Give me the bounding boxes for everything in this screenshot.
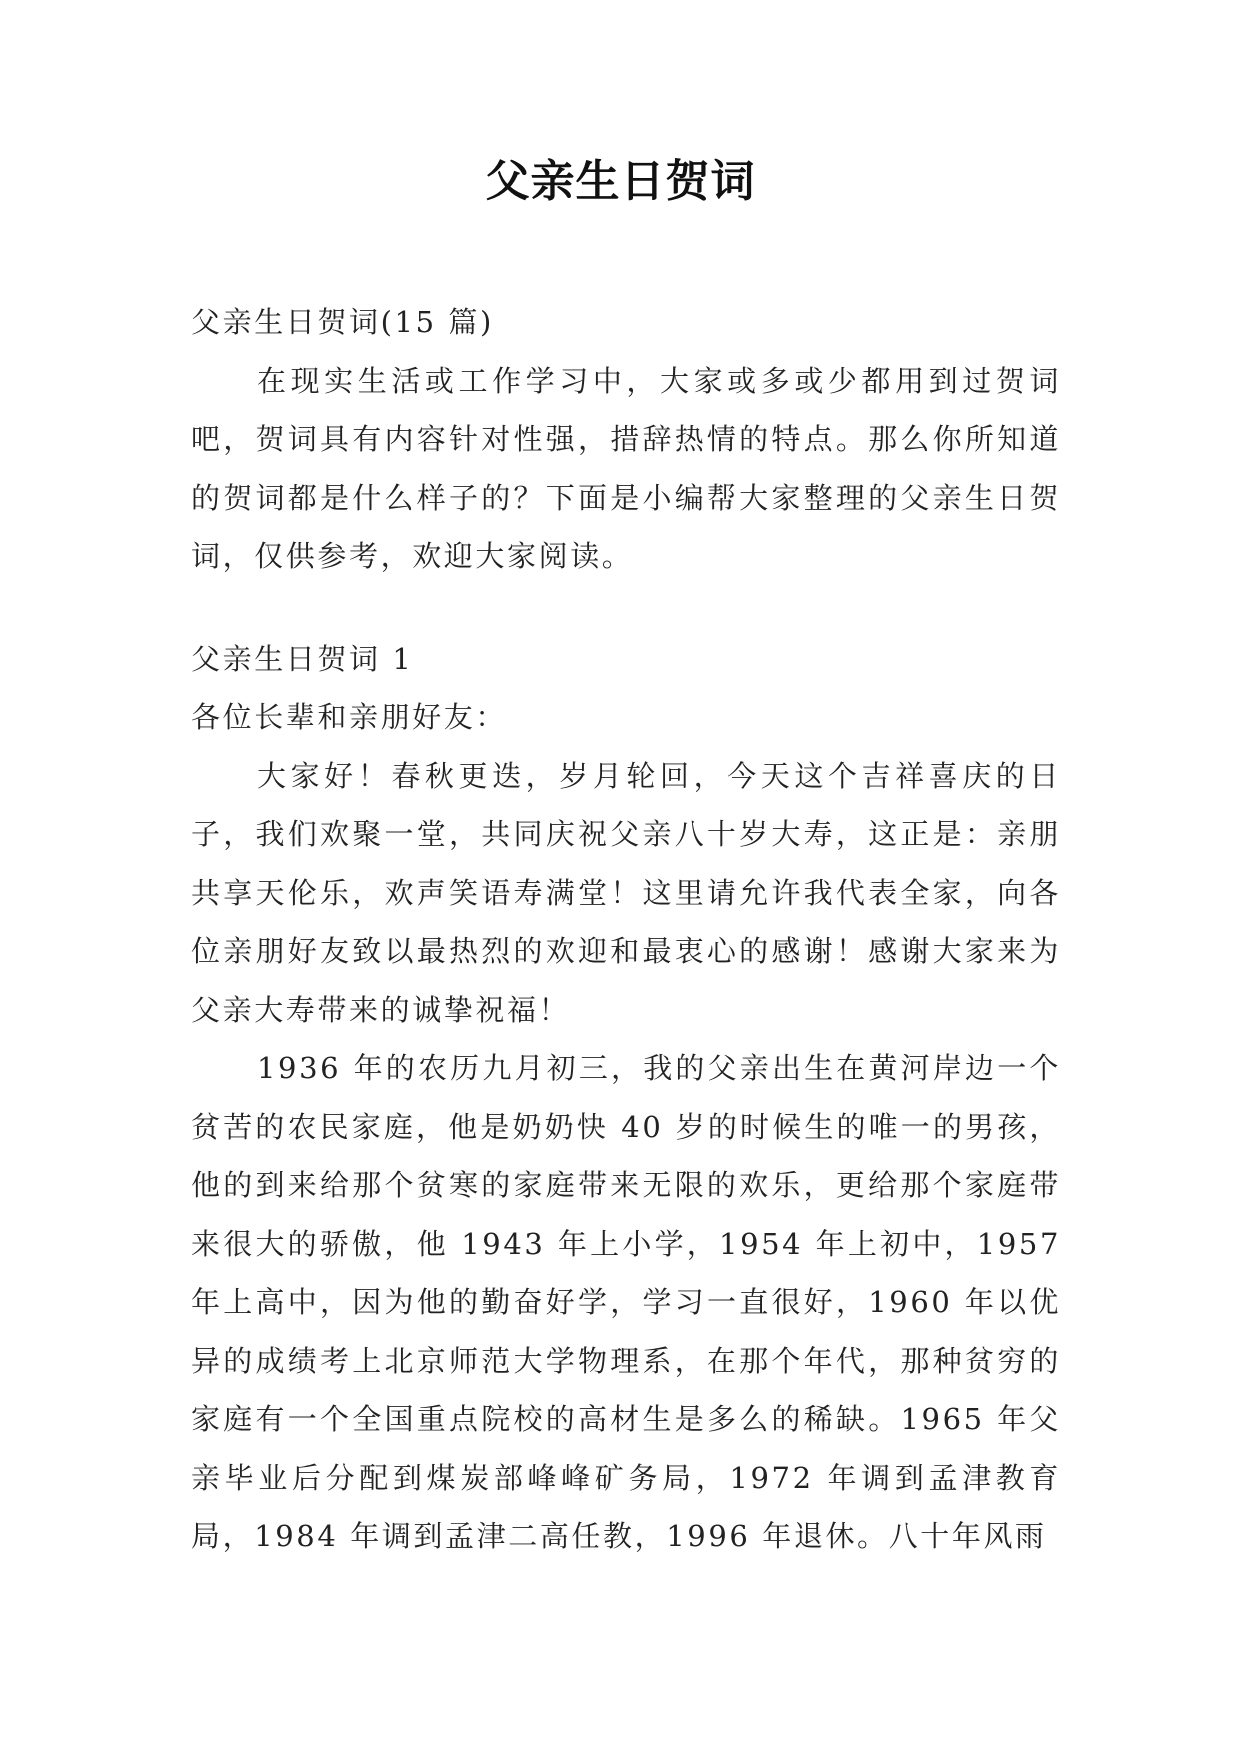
- document-title: 父亲生日贺词: [485, 156, 756, 207]
- biography-paragraph: 1936 年的农历九月初三，我的父亲出生在黄河岸边一个贫苦的农民家庭，他是奶奶快 40 岁的时候生的唯一的男孩，他的到来给那个贫寒的家庭带来无限的欢乐，更给那个家庭带来很大的骄傲，他 1943 年上小学，1954 年上初中，1957 年上高中，因为他的勤奋好学，学习一直很好，1960 年以优异的成绩考上北京师范大学物理系，在那个年代，那种贫穷的家庭有一个全国重点院校的高材生是多么的稀缺。1965 年父亲毕业后分配到煤炭部峰峰矿务局，1972 年调到孟津教育局，1984 年调到孟津二高任教，1996 年退休。八十年风雨: [191, 1051, 1061, 1553]
- speech-paragraph: 大家好！春秋更迭，岁月轮回，今天这个吉祥喜庆的日子，我们欢聚一堂，共同庆祝父亲八十岁大寿，这正是：亲朋共享天伦乐，欢声笑语寿满堂！这里请允许我代表全家，向各位亲朋好友致以最热烈的欢迎和最衷心的感谢！感谢大家来为父亲大寿带来的诚挚祝福！: [191, 758, 1061, 1027]
- document-body: [191, 293, 1061, 1566]
- intro-paragraph: 在现实生活或工作学习中，大家或多或少都用到过贺词吧，贺词具有内容针对性强，措辞热情的特点。那么你所知道的贺词都是什么样子的？下面是小编帮大家整理的父亲生日贺词，仅供参考，欢迎大家阅读。: [191, 363, 1061, 573]
- section-heading: 父亲生日贺词 1: [191, 641, 414, 676]
- salutation: 各位长辈和亲朋好友：: [191, 700, 508, 734]
- section-spacer: [191, 586, 1061, 630]
- document-subtitle: 父亲生日贺词(15 篇): [191, 305, 494, 339]
